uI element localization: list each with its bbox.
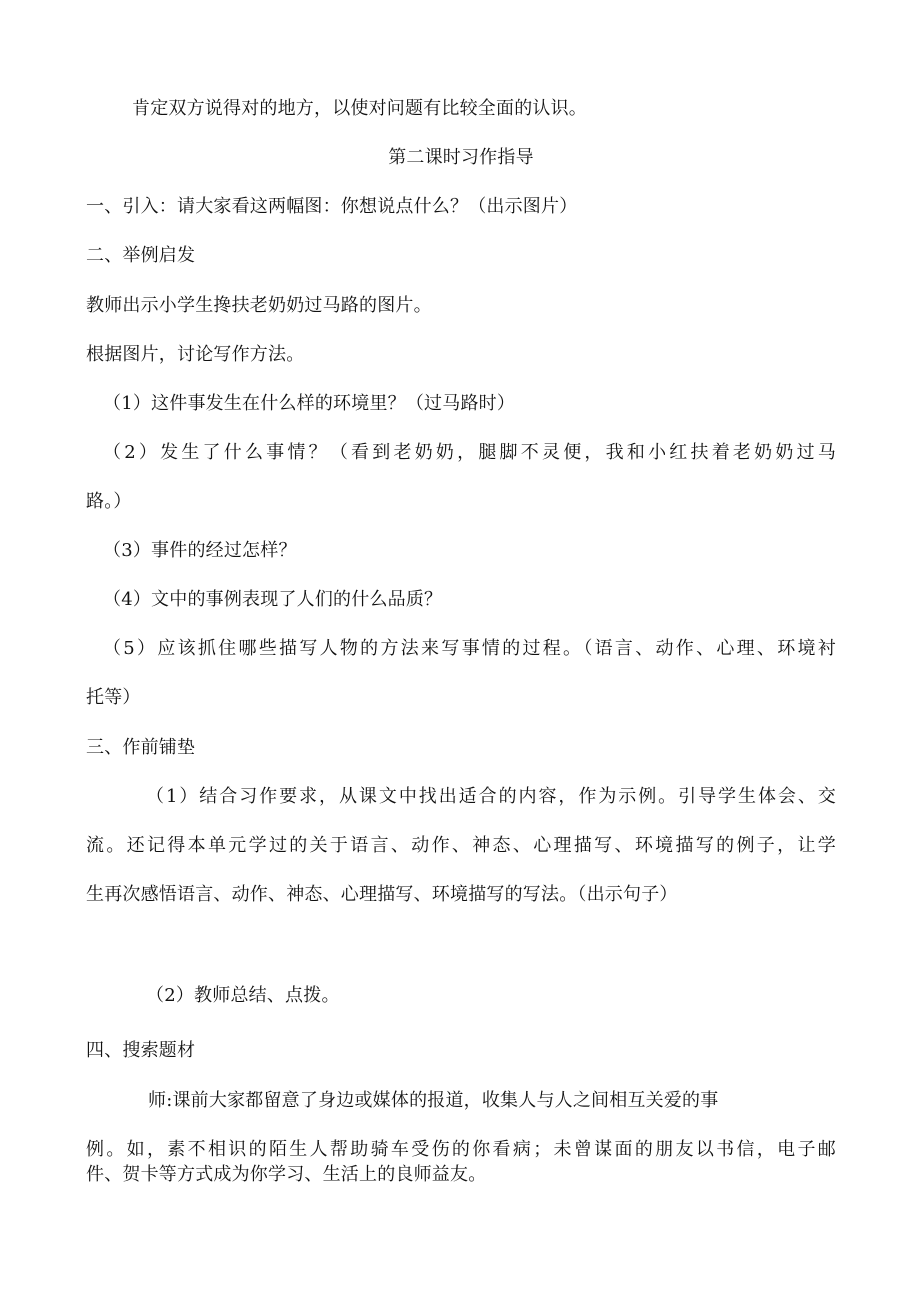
paragraph-line: 件、贺卡等方式成为你学习、生活上的良师益友。 [86, 1164, 487, 1185]
preparation-item-2: （2）教师总结、点拨。 [146, 985, 340, 1006]
question-item-2: （2）发生了什么事情？（看到老奶奶，腿脚不灵便，我和小红扶着老奶奶过马 [103, 442, 836, 463]
section-title: 第二课时习作指导 [388, 147, 534, 168]
paragraph-line: 根据图片，讨论写作方法。 [86, 344, 305, 365]
heading-preparation: 三、作前铺垫 [86, 737, 196, 758]
question-item-1: （1）这件事发生在什么样的环境里？（过马路时） [103, 393, 516, 414]
teacher-remark: 师:课前大家都留意了身边或媒体的报道，收集人与人之间相互关爱的事 [148, 1090, 719, 1111]
paragraph-line: 流。还记得本单元学过的关于语言、动作、神态、心理描写、环境描写的例子，让学 [86, 835, 836, 856]
paragraph-line: 肯定双方说得对的地方，以使对问题有比较全面的认识。 [132, 98, 587, 119]
paragraph-line: 例。如，素不相识的陌生人帮助骑车受伤的你看病；未曾谋面的朋友以书信，电子邮 [86, 1139, 836, 1160]
paragraph-line: 生再次感悟语言、动作、神态、心理描写、环境描写的写法。（出示句子） [86, 884, 678, 905]
preparation-item-1: （1）结合习作要求，从课文中找出适合的内容，作为示例。引导学生体会、交 [146, 786, 836, 807]
question-item-5-continued: 托等） [86, 687, 141, 708]
question-item-2-continued: 路。） [86, 491, 132, 512]
heading-introduction: 一、引入：请大家看这两幅图：你想说点什么？（出示图片） [86, 196, 578, 217]
heading-examples: 二、举例启发 [86, 245, 196, 266]
question-item-3: （3）事件的经过怎样？ [103, 540, 297, 561]
paragraph-line: 教师出示小学生搀扶老奶奶过马路的图片。 [86, 295, 432, 316]
question-item-4: （4）文中的事例表现了人们的什么品质？ [103, 589, 443, 610]
heading-search-material: 四、搜索题材 [86, 1040, 196, 1061]
question-item-5: （5）应该抓住哪些描写人物的方法来写事情的过程。（语言、动作、心理、环境衬 [103, 638, 836, 659]
